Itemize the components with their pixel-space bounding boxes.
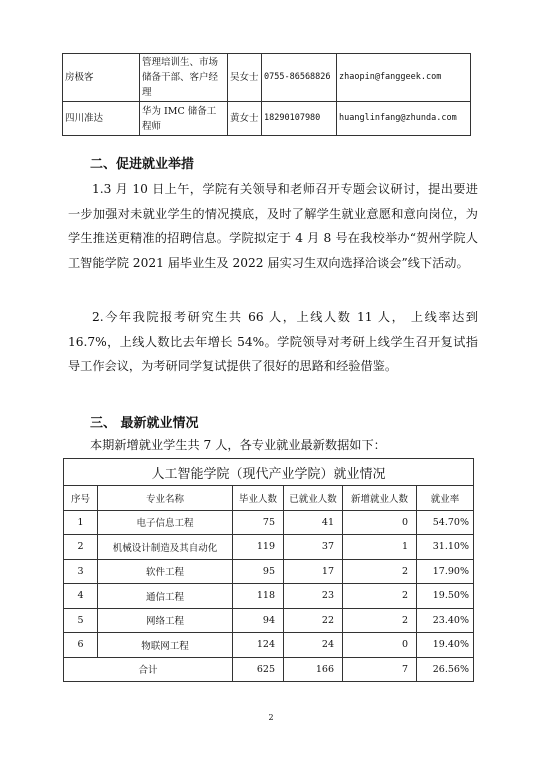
phone-cell: 18290107980 [262, 102, 337, 136]
cell-graduates: 75 [233, 510, 284, 535]
cell-graduates: 94 [233, 608, 284, 633]
column-header: 就业率 [417, 486, 474, 511]
phone-cell: 0755-86568826 [262, 54, 337, 102]
cell-new: 0 [343, 510, 417, 535]
cell-rate: 23.40% [417, 608, 474, 633]
total-new: 7 [343, 657, 417, 682]
cell-major: 机械设计制造及其自动化 [98, 535, 233, 560]
cell-employed: 24 [284, 633, 343, 658]
position-cell: 管理培训生、市场储备干部、客户经理 [140, 54, 228, 102]
table-row [64, 584, 474, 609]
contact-cell: 黄女士 [228, 102, 262, 136]
cell-rate: 54.70% [417, 510, 474, 535]
company-cell: 房极客 [63, 54, 140, 102]
email-cell: huanglinfang@zhunda.com [337, 102, 471, 136]
cell-employed: 37 [284, 535, 343, 560]
cell-rate: 17.90% [417, 559, 474, 584]
section-intro: 本期新增就业学生共 7 人，各专业就业最新数据如下： [90, 438, 386, 452]
cell-graduates: 118 [233, 584, 284, 609]
total-rate: 26.56% [417, 657, 474, 682]
cell-new: 2 [343, 608, 417, 633]
table-row [64, 535, 474, 560]
company-cell: 四川准达 [63, 102, 140, 136]
cell-graduates: 124 [233, 633, 284, 658]
cell-major: 电子信息工程 [98, 510, 233, 535]
cell-graduates: 95 [233, 559, 284, 584]
cell-rate: 19.40% [417, 633, 474, 658]
cell-new: 2 [343, 559, 417, 584]
email-cell: zhaopin@fanggeek.com [337, 54, 471, 102]
cell-employed: 17 [284, 559, 343, 584]
cell-graduates: 119 [233, 535, 284, 560]
section-heading: 二、促进就业举措 [90, 157, 195, 172]
cell-major: 软件工程 [98, 559, 233, 584]
paragraph: 1.3 月 10 日上午，学院有关领导和老师召开专题会议研讨，提出要进一步加强对未就业学生的情况摸底，及时了解学生就业意愿和意向岗位，为学生推送更精准的招聘信息。学院拟定于 4 月 8 号在我校举办“贺州学院人工智能学院 2021 届毕业生及 2022 届实习生双向选择洽谈会”线下活动。 [68, 182, 478, 270]
column-header: 新增就业人数 [343, 486, 417, 511]
cell-index: 3 [64, 559, 98, 584]
cell-employed: 23 [284, 584, 343, 609]
cell-employed: 22 [284, 608, 343, 633]
column-header: 序号 [64, 486, 98, 511]
paragraph: 2.今年我院报考研究生共 66 人，上线人数 11 人， 上线率达到 16.7%，上线人数比去年增长 54%。学院领导对考研上线学生召开复试指导工作会议，为考研同学复试提供了很好的思路和经验借鉴。 [68, 310, 478, 374]
table-header-row [64, 486, 474, 511]
table-row [64, 510, 474, 535]
total-employed: 166 [284, 657, 343, 682]
recruiter-table [62, 53, 471, 136]
column-header: 专业名称 [98, 486, 233, 511]
column-header: 毕业人数 [233, 486, 284, 511]
cell-index: 1 [64, 510, 98, 535]
cell-major: 通信工程 [98, 584, 233, 609]
cell-index: 5 [64, 608, 98, 633]
total-graduates: 625 [233, 657, 284, 682]
table-title-row [64, 459, 474, 486]
section-heading: 三、 最新就业情况 [90, 416, 199, 431]
table-title: 人工智能学院（现代产业学院）就业情况 [64, 459, 474, 486]
contact-cell: 吴女士 [228, 54, 262, 102]
table-row [63, 54, 471, 102]
cell-new: 0 [343, 633, 417, 658]
cell-employed: 41 [284, 510, 343, 535]
table-row [64, 633, 474, 658]
total-label: 合计 [64, 657, 233, 682]
table-total-row [64, 657, 474, 682]
employment-stats-table [63, 458, 474, 682]
cell-index: 2 [64, 535, 98, 560]
cell-rate: 31.10% [417, 535, 474, 560]
position-cell: 华为 IMC 储备工程师 [140, 102, 228, 136]
table-row [64, 559, 474, 584]
cell-new: 2 [343, 584, 417, 609]
table-row [64, 608, 474, 633]
cell-major: 物联网工程 [98, 633, 233, 658]
column-header: 已就业人数 [284, 486, 343, 511]
cell-index: 6 [64, 633, 98, 658]
table-row [63, 102, 471, 136]
page-number: 2 [268, 713, 274, 722]
cell-rate: 19.50% [417, 584, 474, 609]
cell-major: 网络工程 [98, 608, 233, 633]
cell-index: 4 [64, 584, 98, 609]
cell-new: 1 [343, 535, 417, 560]
